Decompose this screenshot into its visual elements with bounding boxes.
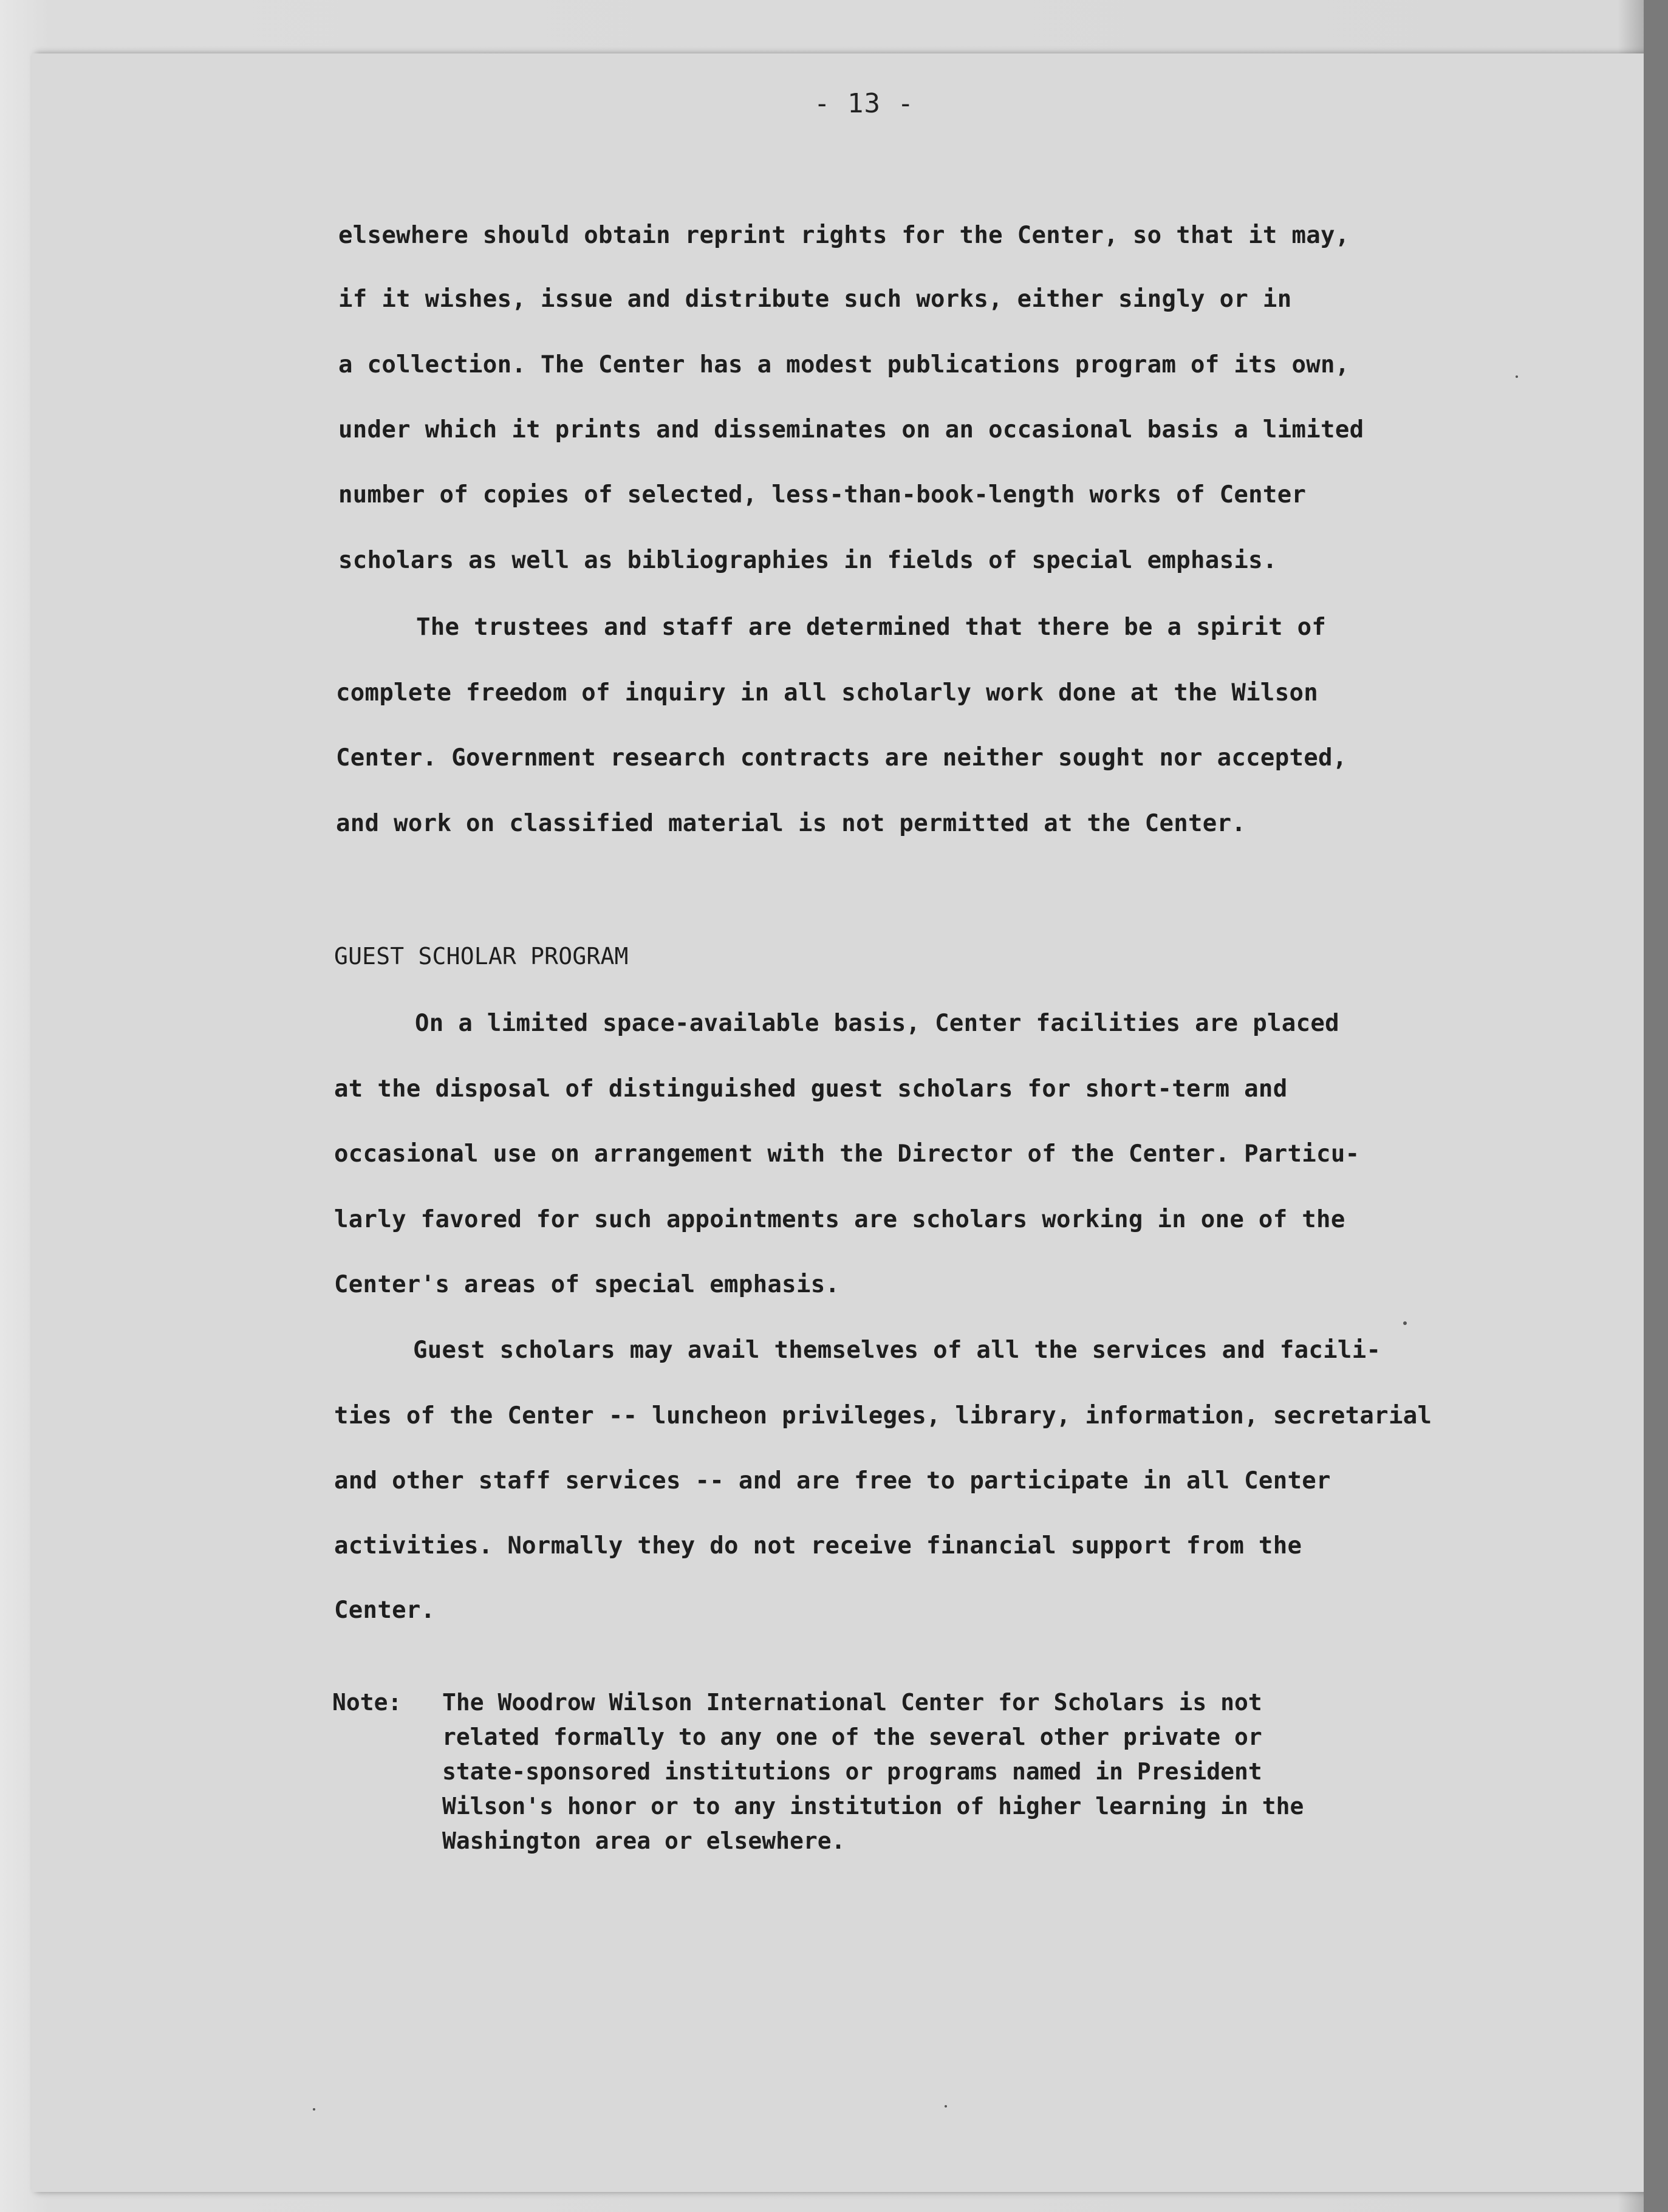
para2-line-1: The trustees and staff are determined that there be a spirit of xyxy=(416,614,1327,641)
para4-line-1: Guest scholars may avail themselves of all the services and facili- xyxy=(413,1337,1381,1364)
note-label: Note: xyxy=(332,1689,402,1716)
note-line-4: Wilson's honor or to any institution of higher learning in the xyxy=(442,1793,1304,1820)
para4-line-2: ties of the Center -- luncheon privileges, library, information, secretarial xyxy=(334,1402,1432,1430)
note-line-1: The Woodrow Wilson International Center for Scholars is not xyxy=(442,1689,1262,1716)
page-number: - 13 - xyxy=(814,88,914,119)
para1-line-4: under which it prints and disseminates on an occasional basis a limited xyxy=(338,416,1364,443)
para2-line-4: and work on classified material is not permitted at the Center. xyxy=(336,810,1246,837)
para1-line-1: elsewhere should obtain reprint rights for the Center, so that it may, xyxy=(338,222,1350,249)
page-edge-shadow xyxy=(1644,0,1668,2212)
note-line-2: related formally to any one of the several other private or xyxy=(442,1724,1262,1750)
para1-line-6: scholars as well as bibliographies in fields of special emphasis. xyxy=(338,547,1277,574)
para3-line-4: larly favored for such appointments are scholars working in one of the xyxy=(334,1206,1345,1233)
para1-line-5: number of copies of selected, less-than-book-length works of Center xyxy=(338,481,1307,508)
para4-line-5: Center. xyxy=(334,1597,436,1624)
para3-line-1: On a limited space-available basis, Center facilities are placed xyxy=(415,1010,1339,1037)
scan-speck xyxy=(1516,375,1518,378)
para3-line-5: Center's areas of special emphasis. xyxy=(334,1271,840,1298)
scan-speck xyxy=(313,2108,315,2111)
section-heading: GUEST SCHOLAR PROGRAM xyxy=(334,943,629,970)
para1-line-2: if it wishes, issue and distribute such works, either singly or in xyxy=(338,286,1292,313)
para3-line-3: occasional use on arrangement with the Director of the Center. Particu- xyxy=(334,1140,1360,1168)
scan-speck xyxy=(945,2105,947,2108)
para3-line-2: at the disposal of distinguished guest scholars for short-term and xyxy=(334,1075,1288,1103)
scan-speck xyxy=(1403,1321,1407,1325)
note-line-3: state-sponsored institutions or programs named in President xyxy=(442,1758,1262,1785)
para4-line-4: activities. Normally they do not receive financial support from the xyxy=(334,1532,1302,1560)
para1-line-3: a collection. The Center has a modest publications program of its own, xyxy=(338,351,1350,378)
note-line-5: Washington area or elsewhere. xyxy=(442,1827,846,1854)
para2-line-3: Center. Government research contracts are neither sought nor accepted, xyxy=(336,744,1347,772)
para4-line-3: and other staff services -- and are free to participate in all Center xyxy=(334,1467,1331,1495)
para2-line-2: complete freedom of inquiry in all scholarly work done at the Wilson xyxy=(336,679,1319,707)
